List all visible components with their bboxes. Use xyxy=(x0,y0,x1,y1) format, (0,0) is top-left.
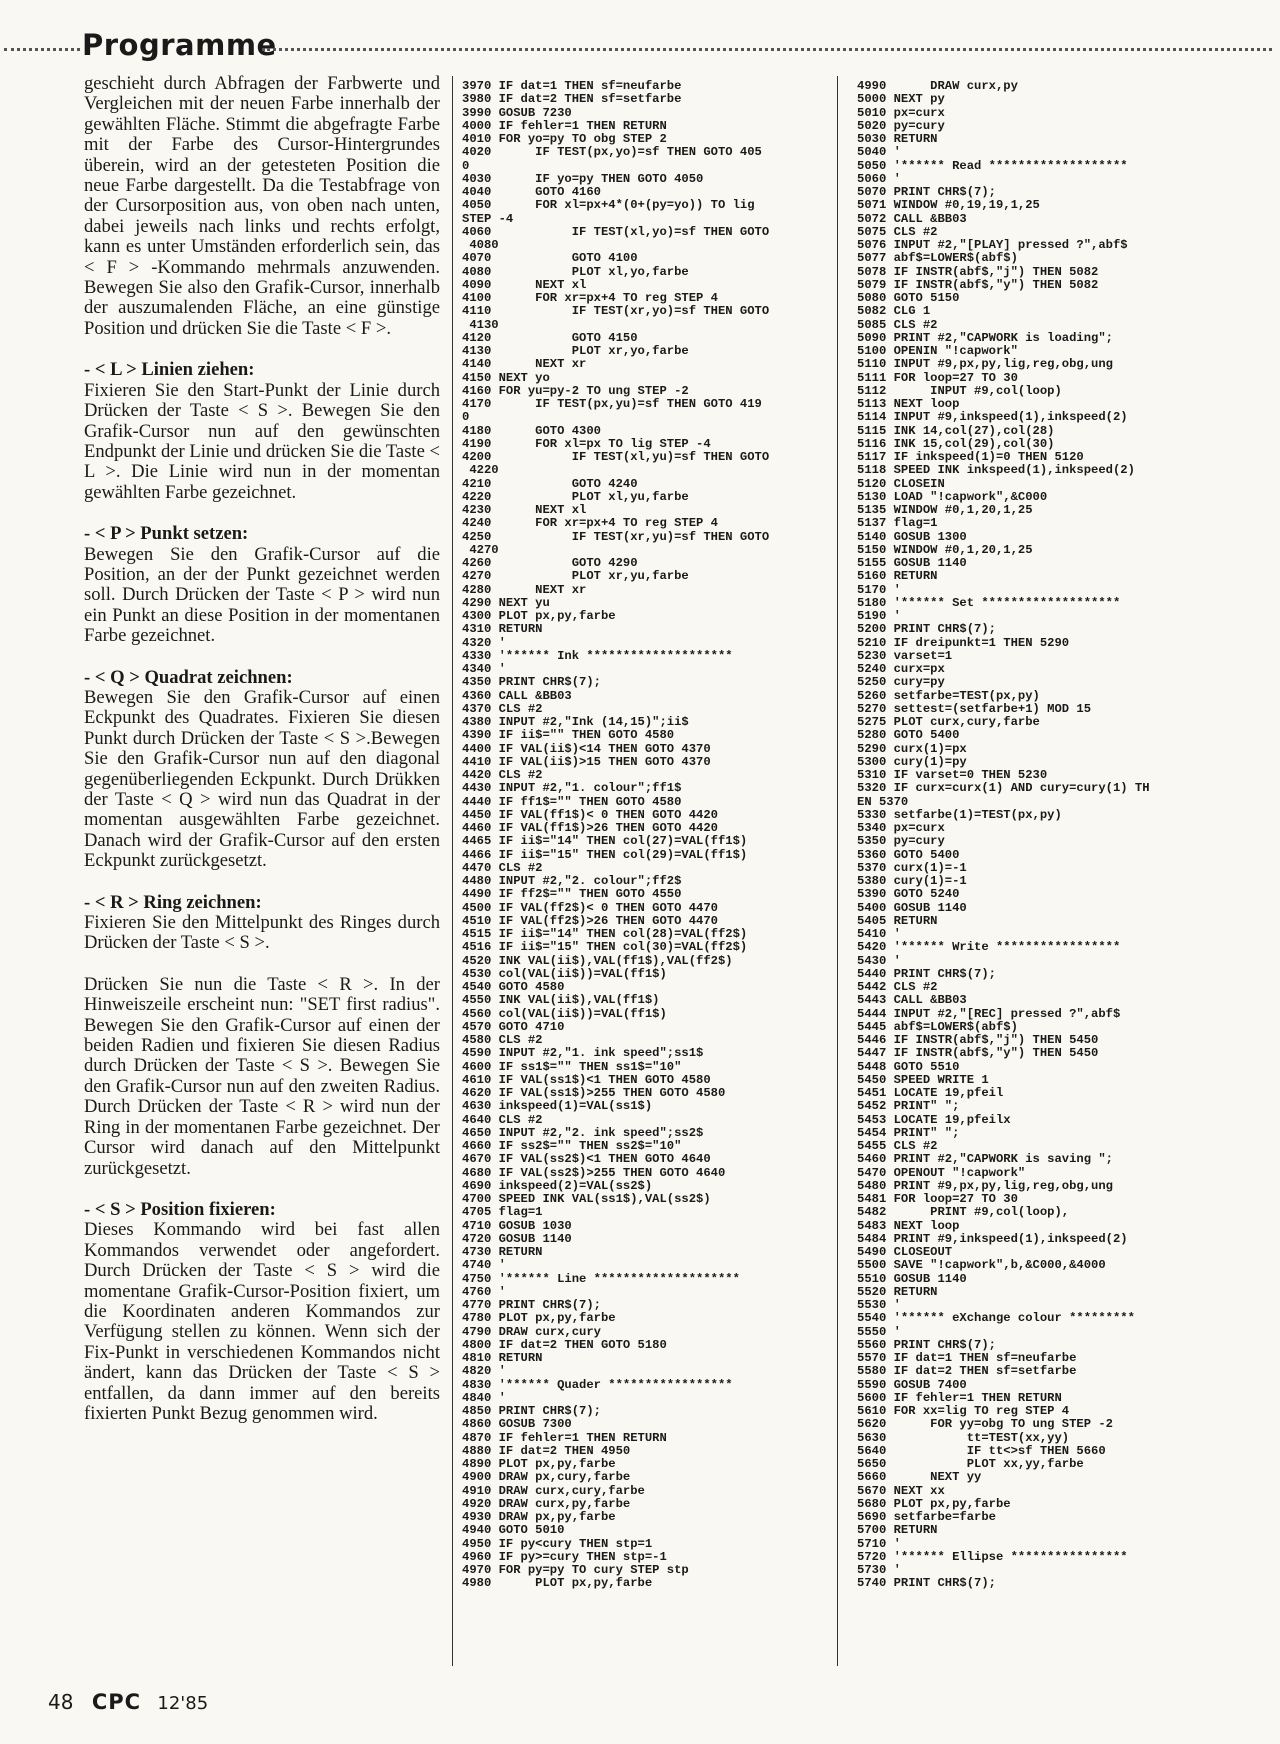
code-line: 4220 xyxy=(462,463,499,478)
code-line: 4090 NEXT xl xyxy=(462,277,587,292)
code-line: 4580 CLS #2 xyxy=(462,1033,543,1047)
code-line: 5117 IF inkspeed(1)=0 THEN 5120 xyxy=(857,450,1084,464)
code-line: 5570 IF dat=1 THEN sf=neufarbe xyxy=(857,1351,1077,1365)
code-line: 5120 CLOSEIN xyxy=(857,476,945,491)
code-line: 5650 PLOT xx,yy,farbe xyxy=(857,1457,1084,1471)
code-line: 5111 FOR loop=27 TO 30 xyxy=(857,370,1018,385)
code-line: 4540 GOTO 4580 xyxy=(462,980,565,994)
code-line: 5442 CLS #2 xyxy=(857,980,938,994)
code-line: 5070 PRINT CHR$(7); xyxy=(857,185,996,199)
code-line: 5484 PRINT #9,inkspeed(1),inkspeed(2) xyxy=(857,1231,1128,1246)
code-line: 4600 IF ss1$="" THEN ss1$="10" xyxy=(462,1059,682,1074)
code-line: 4360 CALL &BB03 xyxy=(462,688,572,703)
code-line: 5360 GOTO 5400 xyxy=(857,847,960,862)
code-line: 5730 ' xyxy=(857,1563,901,1577)
page-number: 48 xyxy=(48,1690,74,1714)
code-line: 4500 IF VAL(ff2$)< 0 THEN GOTO 4470 xyxy=(462,900,718,915)
code-line: 4990 DRAW curx,py xyxy=(857,79,1018,93)
code-line: 5113 NEXT loop xyxy=(857,397,960,411)
column-divider-right xyxy=(837,76,838,1666)
code-line: 5410 ' xyxy=(857,927,901,941)
code-line: 4290 NEXT yu xyxy=(462,595,550,610)
code-line: 4150 NEXT yo xyxy=(462,370,550,385)
code-line: 4240 FOR xr=px+4 TO reg STEP 4 xyxy=(462,516,718,531)
issue-date: 12'85 xyxy=(157,1693,209,1714)
command-s xyxy=(84,1200,440,1424)
code-line: 4950 IF py<cury THEN stp=1 xyxy=(462,1536,653,1551)
code-line: 3980 IF dat=2 THEN sf=setfarbe xyxy=(462,92,682,107)
code-line: 4080 PLOT xl,yo,farbe xyxy=(462,264,689,279)
code-line: 5350 py=cury xyxy=(857,834,945,849)
code-line: 5451 LOCATE 19,pfeil xyxy=(857,1086,1004,1100)
code-line: 4370 CLS #2 xyxy=(462,701,543,716)
command-p xyxy=(84,524,440,646)
code-line: 5445 abf$=LOWER$(abf$) xyxy=(857,1019,1018,1034)
command-l xyxy=(84,360,440,503)
code-line: 4640 CLS #2 xyxy=(462,1112,543,1127)
code-line: 4100 FOR xr=px+4 TO reg STEP 4 xyxy=(462,291,718,305)
code-line: 5440 PRINT CHR$(7); xyxy=(857,966,996,981)
code-line: 5077 abf$=LOWER$(abf$) xyxy=(857,251,1018,266)
code-line: 5710 ' xyxy=(857,1536,901,1551)
code-line: 4210 GOTO 4240 xyxy=(462,476,638,491)
code-line: 5580 IF dat=2 THEN sf=setfarbe xyxy=(857,1364,1077,1379)
code-line: 5140 GOSUB 1300 xyxy=(857,529,967,544)
code-line: 4270 PLOT xr,yu,farbe xyxy=(462,569,689,584)
code-line: 4940 GOTO 5010 xyxy=(462,1523,565,1538)
code-line: 5510 GOSUB 1140 xyxy=(857,1271,967,1286)
code-line: 5400 GOSUB 1140 xyxy=(857,900,967,915)
command-s-title: - < S > Position fixieren: xyxy=(84,1198,276,1220)
code-line: 5452 PRINT" "; xyxy=(857,1099,960,1114)
code-line: 5010 px=curx xyxy=(857,105,945,120)
code-line: 4960 IF py>=cury THEN stp=-1 xyxy=(462,1549,667,1564)
code-line: 4740 ' xyxy=(462,1258,506,1273)
code-line: 4410 IF VAL(ii$)>15 THEN GOTO 4370 xyxy=(462,754,711,769)
code-line: 5290 curx(1)=px xyxy=(857,741,967,756)
code-line: 3990 GOSUB 7230 xyxy=(462,105,572,120)
code-line: 4860 GOSUB 7300 xyxy=(462,1417,572,1432)
code-line: 3970 IF dat=1 THEN sf=neufarbe xyxy=(462,79,682,93)
code-line: 4980 PLOT px,py,farbe xyxy=(462,1576,653,1591)
code-line: 4490 IF ff2$="" THEN GOTO 4550 xyxy=(462,887,682,902)
code-line: 4820 ' xyxy=(462,1364,506,1379)
code-line: 5444 INPUT #2,"[REC] pressed ?",abf$ xyxy=(857,1006,1121,1021)
code-line: 5275 PLOT curx,cury,farbe xyxy=(857,715,1040,729)
code-line: 5050 '****** Read ******************* xyxy=(857,158,1128,173)
code-line: 4440 IF ff1$="" THEN GOTO 4580 xyxy=(462,794,682,809)
code-line: 4560 col(VAL(ii$))=VAL(ff1$) xyxy=(462,1006,667,1021)
code-line: 5610 FOR xx=lig TO reg STEP 4 xyxy=(857,1404,1070,1418)
command-l-title: - < L > Linien ziehen: xyxy=(84,359,255,381)
command-s-text: Dieses Kommando wird bei fast allen Kommandos verwendet oder angefordert. Durch Drücken der Taste < S > wird die momentane Grafik-Cursor-Position fixiert, um die Koordinaten anderen Kommandos zur Verfügung stellen zu können. Wenn sich der Fix-Punkt in verschiedenen Kommandos nicht ändert, kann das Drücken der Taste < S > entfallen, da dann immer auf den bereits fixierten Punkt Bezug genommen wird. xyxy=(84,1219,440,1424)
code-line: 4070 GOTO 4100 xyxy=(462,251,638,266)
command-q xyxy=(84,668,440,872)
code-line: 5590 GOSUB 7400 xyxy=(857,1377,967,1392)
code-line: 5230 varset=1 xyxy=(857,648,953,663)
code-line: 5500 SAVE "!capwork",b,&C000,&4000 xyxy=(857,1258,1106,1273)
code-line: 5690 setfarbe=farbe xyxy=(857,1510,996,1524)
code-line: 5020 py=cury xyxy=(857,118,945,133)
code-line: 5150 WINDOW #0,1,20,1,25 xyxy=(857,542,1033,557)
code-line: 5483 NEXT loop xyxy=(857,1218,960,1233)
code-line: 5700 RETURN xyxy=(857,1523,938,1538)
code-line: 4280 NEXT xr xyxy=(462,582,587,597)
code-line: 5135 WINDOW #0,1,20,1,25 xyxy=(857,503,1033,517)
code-line: 5340 px=curx xyxy=(857,821,945,835)
code-line: 4850 PRINT CHR$(7); xyxy=(462,1404,601,1418)
code-line: 5453 LOCATE 19,pfeilx xyxy=(857,1112,1011,1127)
code-line: 4190 FOR xl=px TO lig STEP -4 xyxy=(462,436,711,451)
code-line: 5078 IF INSTR(abf$,"j") THEN 5082 xyxy=(857,264,1099,279)
code-line: 4910 DRAW curx,cury,farbe xyxy=(462,1483,645,1498)
code-line: 5100 OPENIN "!capwork" xyxy=(857,344,1018,358)
code-line: 4840 ' xyxy=(462,1390,506,1405)
code-line: 5190 ' xyxy=(857,609,901,623)
code-line: 5446 IF INSTR(abf$,"j") THEN 5450 xyxy=(857,1033,1099,1047)
code-line: 5155 GOSUB 1140 xyxy=(857,556,967,570)
code-line: 5380 cury(1)=-1 xyxy=(857,874,967,888)
code-line: 4760 ' xyxy=(462,1284,506,1299)
code-line: 4650 INPUT #2,"2. ink speed";ss2$ xyxy=(462,1125,704,1140)
code-line: 5560 PRINT CHR$(7); xyxy=(857,1337,996,1352)
code-line: 5180 '****** Set ******************* xyxy=(857,595,1121,610)
code-line: 5420 '****** Write ***************** xyxy=(857,940,1121,955)
code-line: 4750 '****** Line ******************** xyxy=(462,1271,740,1286)
code-line: STEP -4 xyxy=(462,211,514,226)
code-line: 4430 INPUT #2,"1. colour";ff1$ xyxy=(462,781,682,796)
code-line: 5480 PRINT #9,px,py,lig,reg,obg,ung xyxy=(857,1178,1113,1193)
header-dotted-rule-right xyxy=(262,48,1272,51)
code-line: 5430 ' xyxy=(857,953,901,968)
code-line: 4110 IF TEST(xr,yo)=sf THEN GOTO xyxy=(462,304,770,319)
code-line: 4130 PLOT xr,yo,farbe xyxy=(462,344,689,358)
code-line: 5137 flag=1 xyxy=(857,516,938,531)
code-line: 5490 CLOSEOUT xyxy=(857,1245,953,1259)
code-line: 5250 cury=py xyxy=(857,675,945,690)
code-line: 4920 DRAW curx,py,farbe xyxy=(462,1496,631,1511)
code-line: 4340 ' xyxy=(462,662,506,676)
listing-column-2 xyxy=(857,80,1150,1591)
code-line: 4770 PRINT CHR$(7); xyxy=(462,1298,601,1312)
code-line: 5160 RETURN xyxy=(857,569,938,584)
code-line: 5405 RETURN xyxy=(857,913,938,928)
code-line: 4380 INPUT #2,"Ink (14,15)";ii$ xyxy=(462,715,689,729)
code-line: 5470 OPENOUT "!capwork" xyxy=(857,1165,1026,1180)
code-line: 4180 GOTO 4300 xyxy=(462,423,601,438)
code-line: 4020 IF TEST(px,yo)=sf THEN GOTO 405 xyxy=(462,145,762,160)
code-line: 5310 IF varset=0 THEN 5230 xyxy=(857,768,1048,782)
code-line: 4800 IF dat=2 THEN GOTO 5180 xyxy=(462,1337,667,1352)
code-line: 5072 CALL &BB03 xyxy=(857,211,967,226)
code-line: 5630 tt=TEST(xx,yy) xyxy=(857,1430,1070,1445)
section-title: Programme xyxy=(82,28,277,62)
code-line: 5170 ' xyxy=(857,582,901,597)
code-line: 5116 INK 15,col(29),col(30) xyxy=(857,436,1055,451)
code-line: 4230 NEXT xl xyxy=(462,503,587,517)
code-line: 5520 RETURN xyxy=(857,1284,938,1299)
page-footer xyxy=(48,1690,208,1714)
code-line: 4680 IF VAL(ss2$)>255 THEN GOTO 4640 xyxy=(462,1165,726,1180)
code-line: 5482 PRINT #9,col(loop), xyxy=(857,1205,1070,1220)
code-line: 4780 PLOT px,py,farbe xyxy=(462,1311,616,1326)
command-p-title: - < P > Punkt setzen: xyxy=(84,523,249,545)
code-line: 5530 ' xyxy=(857,1298,901,1312)
code-line: 4400 IF VAL(ii$)<14 THEN GOTO 4370 xyxy=(462,741,711,756)
code-line: 4120 GOTO 4150 xyxy=(462,330,638,345)
code-line: 5085 CLS #2 xyxy=(857,317,938,332)
paragraph-fill-command: geschieht durch Abfragen der Farbwerte und Vergleichen mit der neuen Farbe innerhalb der gewählten Fläche. Stimmt die abgefragte Farbe mit der Farbe des Cursor-Hintergrundes überein, wird an der getesteten Position die neue Farbe dargestellt. Da die Testabfrage von der Cursorposition aus, von oben nach unten, dabei jeweils nach links und rechts erfolgt, kann es unter Umständen erforderlich sein, das < F > -Kommando mehrmals anzuwenden. Bewegen Sie also den Grafik-Cursor, innerhalb der auszumalenden Fläche, an eine günstige Position und drücken Sie die Taste < F >. xyxy=(84,73,440,339)
code-line: 4810 RETURN xyxy=(462,1351,543,1365)
code-line: 4730 RETURN xyxy=(462,1245,543,1259)
code-line: 5660 NEXT yy xyxy=(857,1470,982,1485)
code-line: 4720 GOSUB 1140 xyxy=(462,1231,572,1246)
code-line: 5270 settest=(setfarbe+1) MOD 15 xyxy=(857,701,1092,716)
code-line: 5060 ' xyxy=(857,171,901,186)
code-line: 5079 IF INSTR(abf$,"y") THEN 5082 xyxy=(857,277,1099,292)
code-line: 5447 IF INSTR(abf$,"y") THEN 5450 xyxy=(857,1046,1099,1061)
code-line: 5443 CALL &BB03 xyxy=(857,993,967,1008)
code-line: 5455 CLS #2 xyxy=(857,1139,938,1153)
code-line: 4520 INK VAL(ii$),VAL(ff1$),VAL(ff2$) xyxy=(462,953,733,968)
code-line: 5082 CLG 1 xyxy=(857,304,931,319)
code-line: 4260 GOTO 4290 xyxy=(462,556,638,570)
command-r-text-1: Fixieren Sie den Mittelpunkt des Ringes durch Drücken der Taste < S >. xyxy=(84,912,440,954)
code-line: 5720 '****** Ellipse **************** xyxy=(857,1549,1128,1564)
code-line: 4040 GOTO 4160 xyxy=(462,185,601,199)
code-line: 5620 FOR yy=obg TO ung STEP -2 xyxy=(857,1417,1113,1432)
code-line: 5640 IF tt<>sf THEN 5660 xyxy=(857,1443,1106,1458)
command-r-text-2: Drücken Sie nun die Taste < R >. In der Hinweiszeile erscheint nun: "SET first radius". Bewegen Sie den Grafik-Cursor auf einen der beiden Radien und fixieren Sie diesen Radius durch Drücken der Taste < S >. Bewegen Sie den Grafik-Cursor nun auf den zweiten Radius. Durch Drücken der Taste < R > wird nun der Ring in der momentanen Farbe gezeichnet. Der Cursor wird danach auf den Mittelpunkt zurückgesetzt. xyxy=(84,973,440,1179)
command-r-title: - < R > Ring zeichnen: xyxy=(84,891,262,913)
code-line: 5680 PLOT px,py,farbe xyxy=(857,1496,1011,1511)
code-line: 4130 xyxy=(462,317,499,332)
code-line: 4170 IF TEST(px,yu)=sf THEN GOTO 419 xyxy=(462,397,762,411)
code-line: 4330 '****** Ink ******************** xyxy=(462,648,733,663)
code-line: 4300 PLOT px,py,farbe xyxy=(462,609,616,623)
code-line: 5390 GOTO 5240 xyxy=(857,887,960,902)
prose-column xyxy=(84,74,440,1424)
code-line: 5210 IF dreipunkt=1 THEN 5290 xyxy=(857,635,1070,650)
code-line: 5450 SPEED WRITE 1 xyxy=(857,1072,989,1087)
code-line: 4670 IF VAL(ss2$)<1 THEN GOTO 4640 xyxy=(462,1152,711,1167)
header-dotted-rule-left xyxy=(4,48,80,51)
code-line: 4160 FOR yu=py-2 TO ung STEP -2 xyxy=(462,383,689,398)
code-line: 5370 curx(1)=-1 xyxy=(857,860,967,875)
code-line: 4630 inkspeed(1)=VAL(ss1$) xyxy=(462,1099,653,1114)
code-line: 4220 PLOT xl,yu,farbe xyxy=(462,489,689,504)
code-line: 0 xyxy=(462,158,470,173)
command-r xyxy=(84,893,440,954)
code-line: 5330 setfarbe(1)=TEST(px,py) xyxy=(857,807,1062,822)
code-line: 4320 ' xyxy=(462,635,506,650)
code-line: 4700 SPEED INK VAL(ss1$),VAL(ss2$) xyxy=(462,1192,711,1206)
code-line: 5110 INPUT #9,px,py,lig,reg,obg,ung xyxy=(857,357,1113,372)
code-line: 4790 DRAW curx,cury xyxy=(462,1324,601,1339)
command-p-text: Bewegen Sie den Grafik-Cursor auf die Position, an der der Punkt gezeichnet werden soll. Durch Drücken der Taste < P > wird nun ein Punkt an diese Position in der momentanen Farbe gezeichnet. xyxy=(84,543,440,647)
code-line: 4030 IF yo=py THEN GOTO 4050 xyxy=(462,171,704,186)
code-line: 5040 ' xyxy=(857,145,901,160)
code-line: 4200 IF TEST(xl,yu)=sf THEN GOTO xyxy=(462,450,770,464)
code-line: 4270 xyxy=(462,542,499,557)
code-line: 4970 FOR py=py TO cury STEP stp xyxy=(462,1563,689,1577)
code-line: 5670 NEXT xx xyxy=(857,1483,945,1498)
code-line: 4890 PLOT px,py,farbe xyxy=(462,1457,616,1471)
code-line: 4870 IF fehler=1 THEN RETURN xyxy=(462,1430,667,1445)
code-line: 4880 IF dat=2 THEN 4950 xyxy=(462,1443,631,1458)
code-line: 5260 setfarbe=TEST(px,py) xyxy=(857,688,1040,703)
code-line: 5448 GOTO 5510 xyxy=(857,1059,960,1074)
code-line: 4590 INPUT #2,"1. ink speed";ss1$ xyxy=(462,1046,704,1061)
code-line: 5080 GOTO 5150 xyxy=(857,291,960,305)
code-line: 4660 IF ss2$="" THEN ss2$="10" xyxy=(462,1139,682,1153)
command-q-text: Bewegen Sie den Grafik-Cursor auf einen Eckpunkt des Quadrates. Fixieren Sie diesen Punkt durch Drücken der Taste < S >.Bewegen Sie den Grafik-Cursor nun auf den diagonal gegenüberliegenden Eckpunkt. Durch Drükken der Taste < Q > wird nun das Quadrat in der momentan ausgewählten Farbe gezeichnet. Danach wird der Grafik-Cursor auf den ersten Eckpunkt zurückgesetzt. xyxy=(84,686,440,872)
code-line: 5112 INPUT #9,col(loop) xyxy=(857,383,1062,398)
code-line: 5240 curx=px xyxy=(857,662,945,676)
code-line: 4610 IF VAL(ss1$)<1 THEN GOTO 4580 xyxy=(462,1072,711,1087)
code-line: 4350 PRINT CHR$(7); xyxy=(462,675,601,690)
code-line: EN 5370 xyxy=(857,794,909,809)
code-line: 5130 LOAD "!capwork",&C000 xyxy=(857,489,1048,504)
code-line: 5076 INPUT #2,"[PLAY] pressed ?",abf$ xyxy=(857,238,1128,252)
code-line: 4515 IF ii$="14" THEN col(28)=VAL(ff2$) xyxy=(462,927,748,941)
magazine-logo: CPC xyxy=(91,1690,142,1714)
code-line: 4140 NEXT xr xyxy=(462,357,587,372)
code-line: 4830 '****** Quader ***************** xyxy=(462,1377,733,1392)
code-line: 4080 xyxy=(462,238,499,252)
code-line: 4466 IF ii$="15" THEN col(29)=VAL(ff1$) xyxy=(462,847,748,862)
code-line: 4390 IF ii$="" THEN GOTO 4580 xyxy=(462,728,675,743)
code-line: 4510 IF VAL(ff2$)>26 THEN GOTO 4470 xyxy=(462,913,718,928)
code-line: 5740 PRINT CHR$(7); xyxy=(857,1576,996,1591)
code-line: 5115 INK 14,col(27),col(28) xyxy=(857,423,1055,438)
code-line: 5550 ' xyxy=(857,1324,901,1339)
code-line: 4550 INK VAL(ii$),VAL(ff1$) xyxy=(462,993,660,1008)
code-line: 4705 flag=1 xyxy=(462,1205,543,1220)
code-line: 5600 IF fehler=1 THEN RETURN xyxy=(857,1390,1062,1405)
code-line: 4010 FOR yo=py TO obg STEP 2 xyxy=(462,132,667,146)
code-line: 5030 RETURN xyxy=(857,132,938,146)
code-line: 4516 IF ii$="15" THEN col(30)=VAL(ff2$) xyxy=(462,940,748,955)
code-line: 5071 WINDOW #0,19,19,1,25 xyxy=(857,198,1040,213)
code-line: 4310 RETURN xyxy=(462,622,543,637)
code-line: 5320 IF curx=curx(1) AND cury=cury(1) TH xyxy=(857,781,1150,796)
code-line: 5460 PRINT #2,"CAPWORK is saving "; xyxy=(857,1152,1113,1167)
code-line: 5540 '****** eXchange colour ********* xyxy=(857,1311,1135,1326)
code-line: 4710 GOSUB 1030 xyxy=(462,1218,572,1233)
code-line: 4420 CLS #2 xyxy=(462,768,543,782)
listing-column-1 xyxy=(462,80,769,1591)
code-line: 4570 GOTO 4710 xyxy=(462,1019,565,1034)
code-line: 4450 IF VAL(ff1$)< 0 THEN GOTO 4420 xyxy=(462,807,718,822)
code-line: 4460 IF VAL(ff1$)>26 THEN GOTO 4420 xyxy=(462,821,718,835)
code-line: 5454 PRINT" "; xyxy=(857,1125,960,1140)
code-line: 4250 IF TEST(xr,yu)=sf THEN GOTO xyxy=(462,529,770,544)
code-line: 4690 inkspeed(2)=VAL(ss2$) xyxy=(462,1178,653,1193)
code-line: 4050 FOR xl=px+4*(0+(py=yo)) TO lig xyxy=(462,198,755,213)
code-line: 5075 CLS #2 xyxy=(857,224,938,239)
code-line: 4480 INPUT #2,"2. colour";ff2$ xyxy=(462,874,682,888)
code-line: 5280 GOTO 5400 xyxy=(857,728,960,743)
code-line: 4000 IF fehler=1 THEN RETURN xyxy=(462,118,667,133)
code-line: 5200 PRINT CHR$(7); xyxy=(857,622,996,637)
code-line: 4060 IF TEST(xl,yo)=sf THEN GOTO xyxy=(462,224,770,239)
code-line: 5114 INPUT #9,inkspeed(1),inkspeed(2) xyxy=(857,410,1128,425)
code-line: 4530 col(VAL(ii$))=VAL(ff1$) xyxy=(462,966,667,981)
code-line: 4620 IF VAL(ss1$)>255 THEN GOTO 4580 xyxy=(462,1086,726,1100)
code-line: 4470 CLS #2 xyxy=(462,860,543,875)
command-q-title: - < Q > Quadrat zeichnen: xyxy=(84,666,293,688)
code-line: 5481 FOR loop=27 TO 30 xyxy=(857,1192,1018,1206)
code-line: 4930 DRAW px,py,farbe xyxy=(462,1510,616,1524)
column-divider-left xyxy=(452,76,453,1666)
code-line: 0 xyxy=(462,410,470,425)
command-l-text: Fixieren Sie den Start-Punkt der Linie durch Drücken der Taste < S >. Bewegen Sie den Grafik-Cursor nun auf den gewünschten Endpunkt der Linie und drücken Sie die Taste < L >. Die Linie wird nun in der momentan gewählten Farbe gezeichnet. xyxy=(84,379,440,503)
code-line: 5118 SPEED INK inkspeed(1),inkspeed(2) xyxy=(857,463,1135,478)
code-line: 5090 PRINT #2,"CAPWORK is loading"; xyxy=(857,330,1113,345)
code-line: 4465 IF ii$="14" THEN col(27)=VAL(ff1$) xyxy=(462,834,748,849)
code-line: 5300 cury(1)=py xyxy=(857,754,967,769)
page-header xyxy=(0,28,1280,68)
code-line: 5000 NEXT py xyxy=(857,92,945,107)
code-line: 4900 DRAW px,cury,farbe xyxy=(462,1470,631,1485)
